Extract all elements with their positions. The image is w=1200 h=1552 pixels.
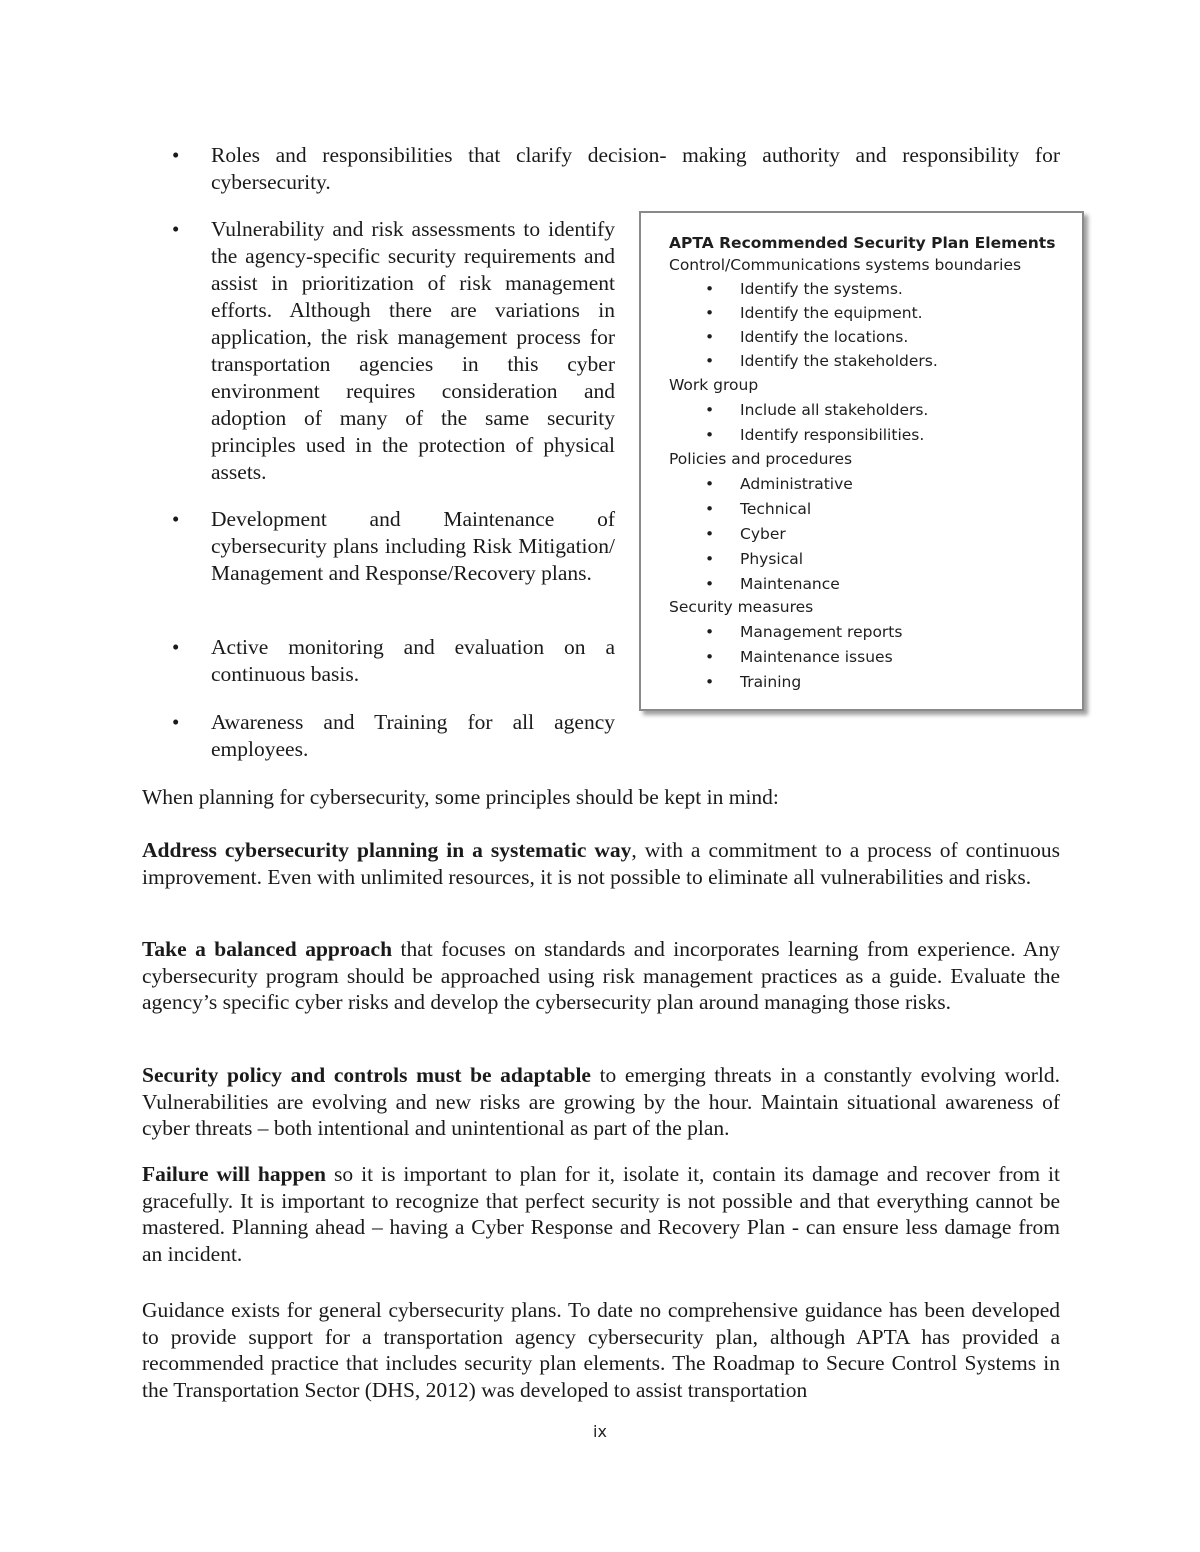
bullet-icon: •: [705, 575, 715, 593]
bullet-icon: •: [705, 328, 715, 346]
principle-paragraph: [142, 1062, 1060, 1142]
principle-text: so it is important to plan for it, isolate it, contain its damage and recover from it gracefully. It is important to recognize that perfect security is not possible and that everything cannot be mastered. Planning ahead – having a Cyber Response and Recovery Plan - can ensure less damage from an incident.: [142, 1162, 1060, 1266]
bullet-icon: •: [705, 352, 715, 370]
list-item-text: Awareness and Training for all agency employees.: [211, 710, 615, 761]
bullet-icon: •: [705, 426, 715, 444]
bullet-icon: •: [172, 217, 180, 241]
bullet-icon: •: [705, 525, 715, 543]
principle-text: that focuses on standards and incorporates learning from experience. Any cybersecurity program should be approached using risk management practices as a guide. Evaluate the agency’s specific cyber risks and develop the cybersecurity plan around managing those risks.: [142, 937, 1060, 1015]
bullet-icon: •: [172, 635, 180, 659]
principle-heading: Address cybersecurity planning in a systematic way: [142, 838, 632, 862]
principle-text: , with a commitment to a process of continuous improvement. Even with unlimited resources, it is not possible to eliminate all vulnerabilities and risks.: [142, 838, 1060, 889]
principle-heading: Take a balanced approach: [142, 937, 393, 961]
bullet-icon: •: [705, 550, 715, 568]
list-item-text: Roles and responsibilities that clarify decision- making authority and responsibility for cybersecurity.: [211, 143, 1060, 194]
principle-paragraph: [142, 1161, 1060, 1267]
bullet-icon: •: [172, 143, 180, 167]
apta-sidebar-box: APTA Recommended Security Plan Elements Control/Communications systems boundaries • Identify the systems. • Identify the equipment. • Identify the locations. • Identify the stakeholders. Work group • Include all stakeholders. • Identify responsibilities. Policies and procedures • Administrative • Technical • Cyber • Physical • Maintenance Security measures • Management reports • Maintenance issues • Training: [639, 211, 1084, 711]
bullet-icon: •: [705, 304, 715, 322]
closing-paragraph: Guidance exists for general cybersecurity plans. To date no comprehensive guidance has been developed to provide support for a transportation agency cybersecurity plan, although APTA has provided a recommended practice that includes security plan elements. The Roadmap to Secure Control Systems in the Transportation Sector (DHS, 2012) was developed to assist transportation: [142, 1298, 1060, 1402]
principle-text: to emerging threats in a constantly evolving world. Vulnerabilities are evolving and new risks are growing by the hour. Maintain situational awareness of cyber threats – both intentional and unintentional as part of the plan.: [142, 1063, 1060, 1141]
bullet-icon: •: [705, 401, 715, 419]
sidebar-section-heading: Security measures: [669, 598, 814, 616]
bullet-icon: •: [705, 500, 715, 518]
bullet-icon: •: [705, 623, 715, 641]
bullet-icon: •: [705, 280, 715, 298]
bullet-icon: •: [705, 475, 715, 493]
principle-heading: Failure will happen: [142, 1162, 327, 1186]
sidebar-title: APTA Recommended Security Plan Elements: [669, 234, 1056, 252]
principle-paragraph: [142, 936, 1060, 1016]
bullet-icon: •: [705, 648, 715, 666]
sidebar-section-heading: Policies and procedures: [669, 450, 853, 468]
intro-paragraph: When planning for cybersecurity, some principles should be kept in mind:: [142, 785, 779, 809]
list-item-text: Development and Maintenance of cybersecurity plans including Risk Mitigation/ Management and Response/Recovery plans.: [211, 507, 615, 585]
page-number: ix: [593, 1422, 607, 1441]
list-item-text: Active monitoring and evaluation on a continuous basis.: [211, 635, 615, 686]
principle-paragraph: [142, 837, 1060, 890]
sidebar-section-heading: Work group: [669, 376, 759, 394]
sidebar-section-heading: Control/Communications systems boundaries: [669, 256, 1022, 274]
bullet-icon: •: [705, 673, 715, 691]
list-item-text: Vulnerability and risk assessments to identify the agency-specific security requirements and assist in prioritization of risk management efforts. Although there are variations in application, the risk management process for transportation agencies in this cyber environment requires consideration and adoption of many of the same security principles used in the protection of physical assets.: [211, 217, 615, 484]
principle-heading: Security policy and controls must be adaptable: [142, 1063, 591, 1087]
bullet-icon: •: [172, 507, 180, 531]
bullet-icon: •: [172, 710, 180, 734]
